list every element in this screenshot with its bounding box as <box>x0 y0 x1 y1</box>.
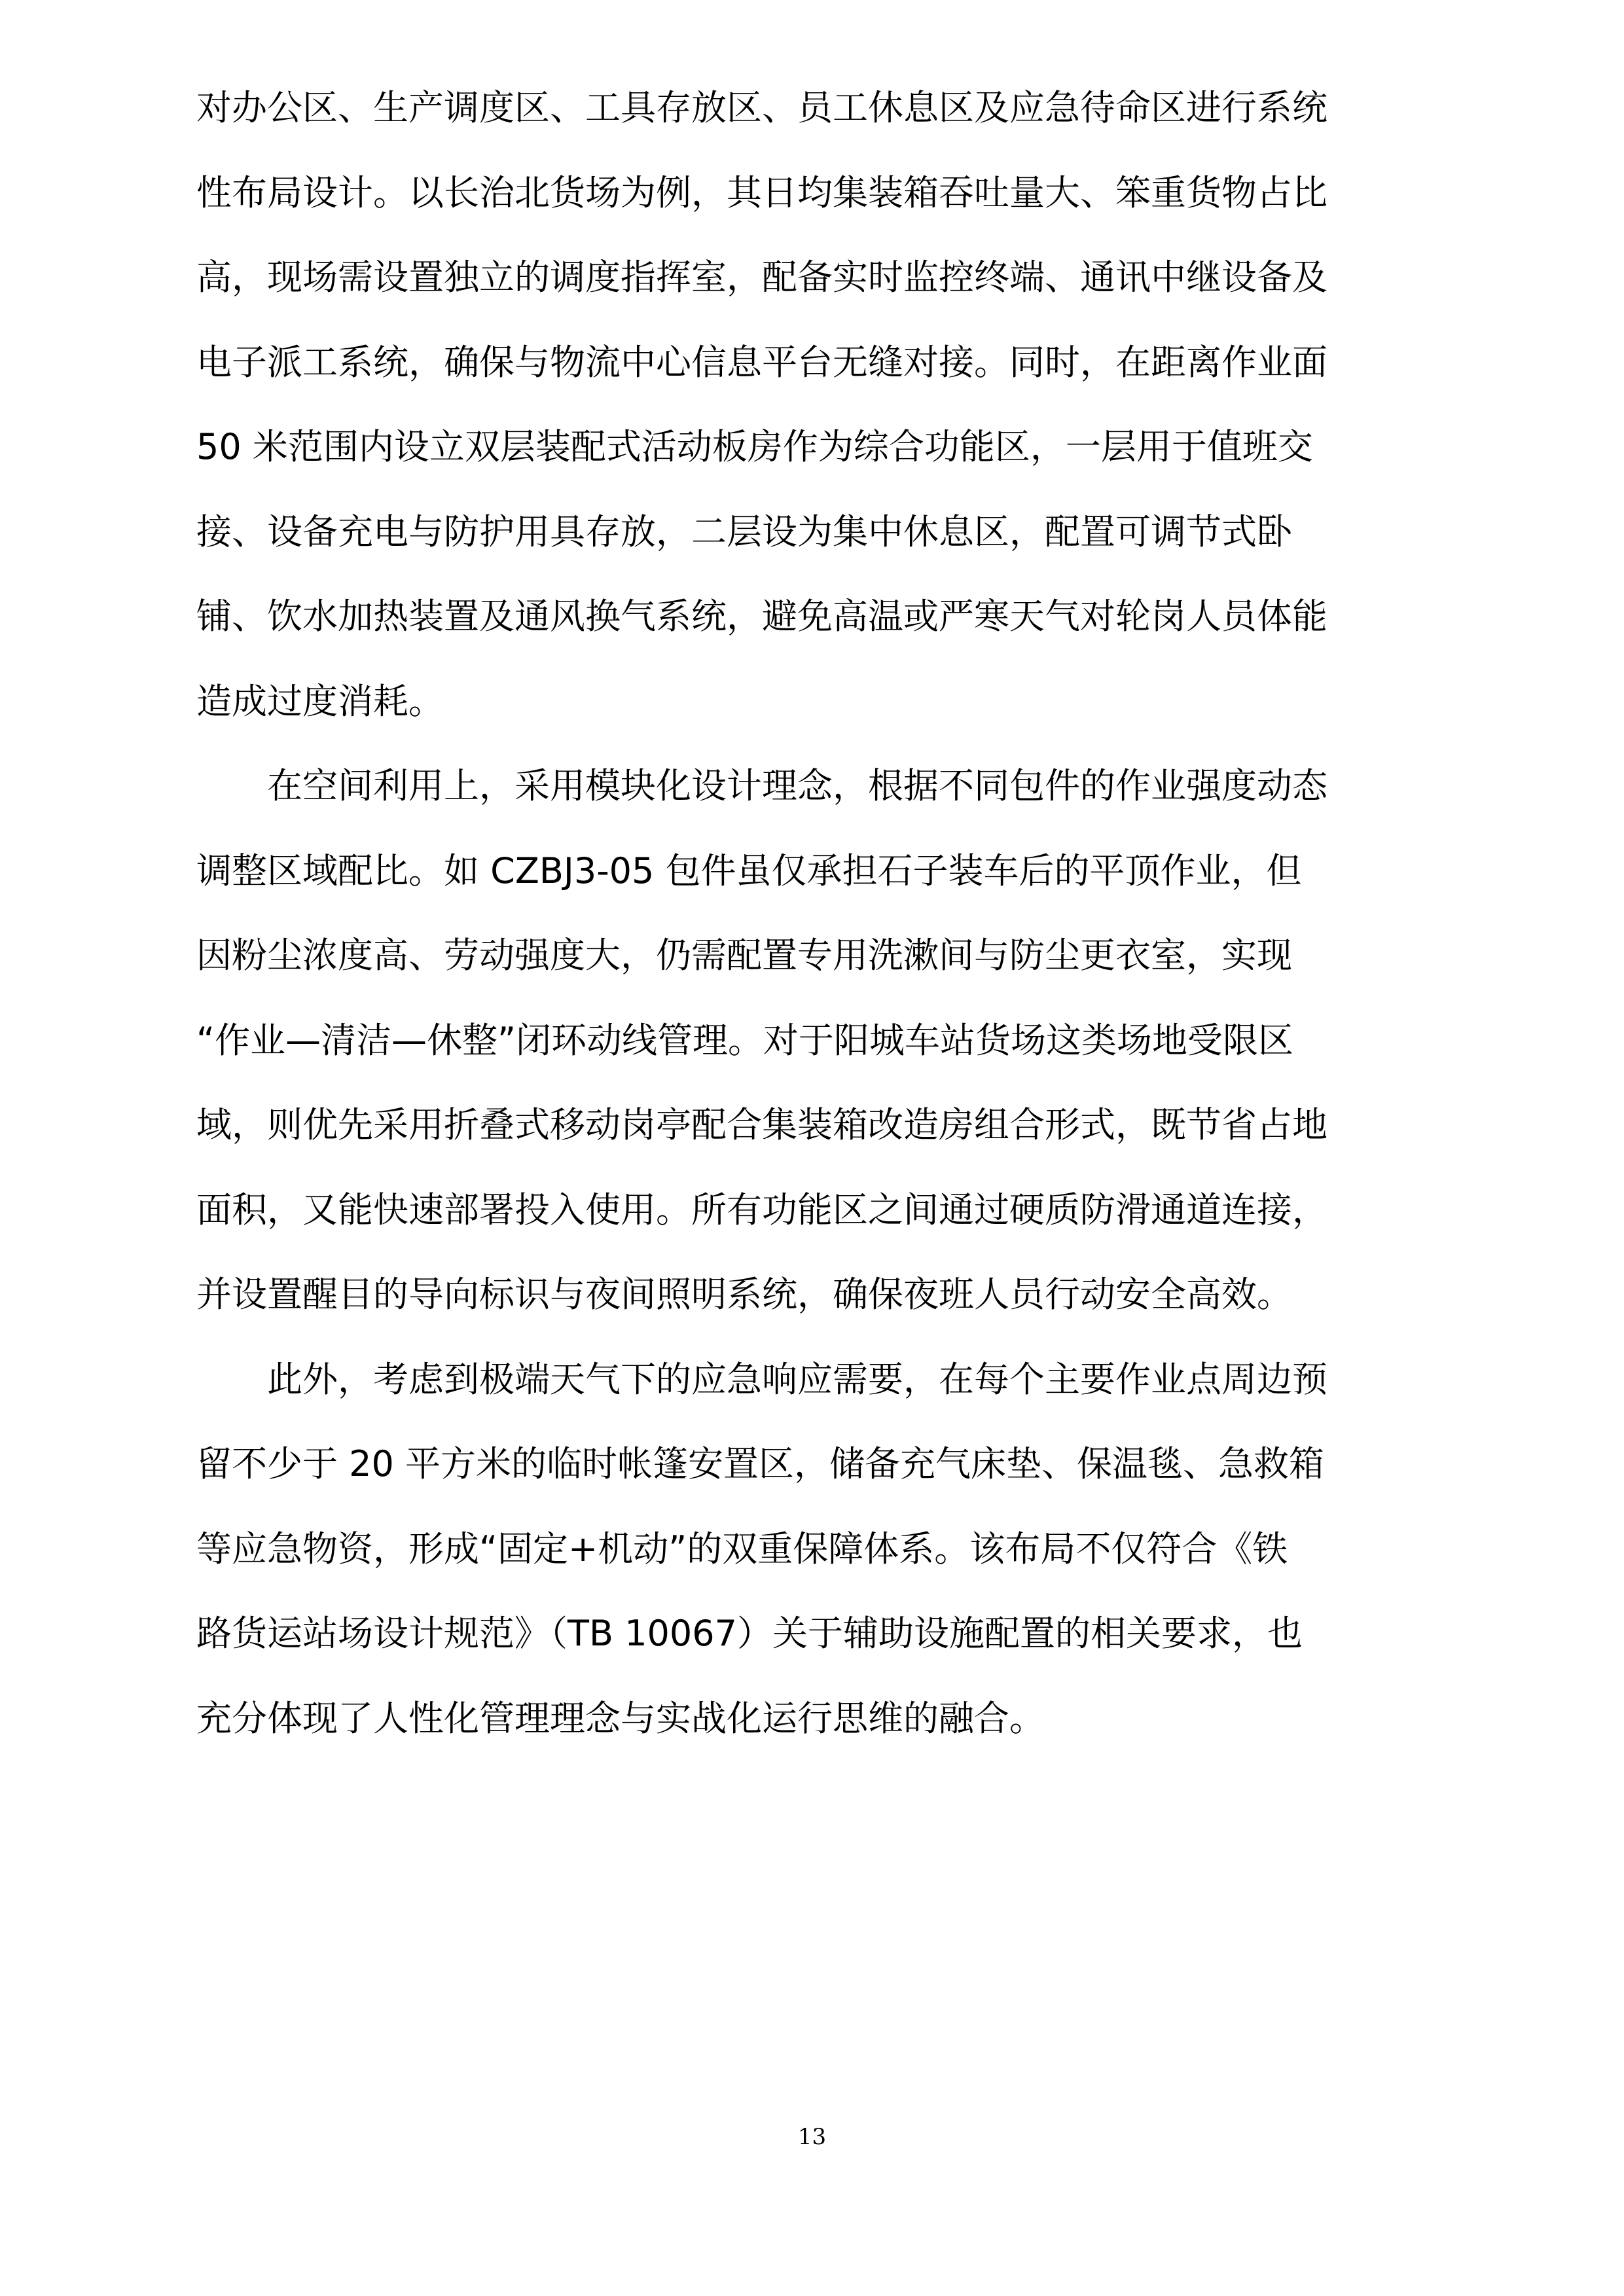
text-line: 对办公区、生产调度区、工具存放区、员工休息区及应急待命区进行系统 <box>196 87 1327 128</box>
body-text <box>196 65 1440 1761</box>
text-line: 留不少于 20 平方米的临时帐篷安置区，储备充气床垫、保温毯、急救箱 <box>196 1443 1325 1484</box>
text-line: 造成过度消耗。 <box>196 680 444 722</box>
text-line: 电子派工系统，确保与物流中心信息平台无缝对接。同时，在距离作业面 <box>196 341 1327 383</box>
text-line: 性布局设计。以长治北货场为例，其日均集装箱吞吐量大、笨重货物占比 <box>196 171 1327 213</box>
text-line: 铺、饮水加热装置及通风换气系统，避免高温或严寒天气对轮岗人员体能 <box>196 596 1327 637</box>
text-line: 在空间利用上，采用模块化设计理念，根据不同包件的作业强度动态 <box>196 765 1327 806</box>
text-line: 接、设备充电与防护用具存放，二层设为集中休息区，配置可调节式卧 <box>196 511 1292 552</box>
text-line: “作业—清洁—休整”闭环动线管理。对于阳城车站货场这类场地受限区 <box>196 1019 1293 1061</box>
text-line: 调整区域配比。如 CZBJ3-05 包件虽仅承担石子装车后的平顶作业，但 <box>196 850 1302 891</box>
text-line: 路货运站场设计规范》（TB 10067）关于辅助设施配置的相关要求，也 <box>196 1613 1303 1654</box>
page-number: 13 <box>797 2124 827 2150</box>
text-line: 域，则优先采用折叠式移动岗亭配合集装箱改造房组合形式，既节省占地 <box>196 1104 1327 1145</box>
text-line: 等应急物资，形成“固定+机动”的双重保障体系。该布局不仅符合《铁 <box>196 1528 1288 1570</box>
text-line: 因粉尘浓度高、劳动强度大，仍需配置专用洗漱间与防尘更衣室，实现 <box>196 935 1292 976</box>
text-line: 并设置醒目的导向标识与夜间照明系统，确保夜班人员行动安全高效。 <box>196 1274 1292 1315</box>
text-line: 50 米范围内设立双层装配式活动板房作为综合功能区，一层用于值班交 <box>196 426 1313 467</box>
text-line: 面积，又能快速部署投入使用。所有功能区之间通过硬质防滑通道连接， <box>196 1189 1327 1230</box>
text-line: 高，现场需设置独立的调度指挥室，配备实时监控终端、通讯中继设备及 <box>196 257 1327 298</box>
text-line: 此外，考虑到极端天气下的应急响应需要，在每个主要作业点周边预 <box>196 1358 1327 1400</box>
text-line: 充分体现了人性化管理理念与实战化运行思维的融合。 <box>196 1697 1045 1739</box>
